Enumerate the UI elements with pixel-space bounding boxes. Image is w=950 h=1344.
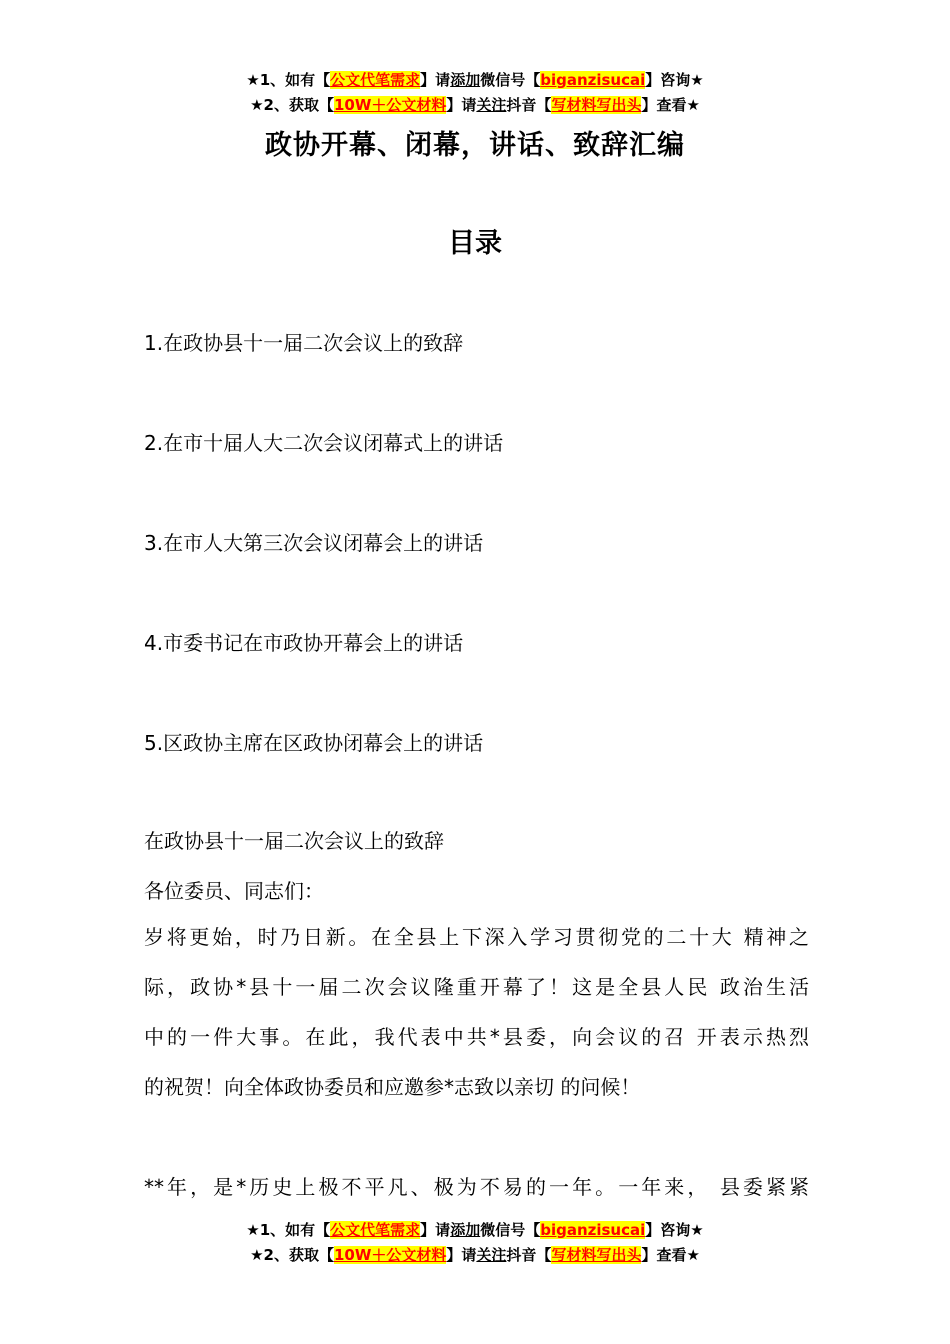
star-icon: ★ bbox=[250, 1246, 264, 1264]
banner-underline: 关注 bbox=[476, 96, 507, 114]
banner-highlight: 公文代笔需求 bbox=[330, 71, 421, 89]
banner-highlight: 公文代笔需求 bbox=[330, 1221, 421, 1239]
paragraph-line: 中的一件大事。在此，我代表中共*县委，向会议的召 开表示热烈 bbox=[144, 1025, 809, 1049]
banner-text: 】查看★ bbox=[641, 1246, 700, 1264]
toc-item: 5.区政协主席在区政协闭幕会上的讲话 bbox=[144, 731, 484, 755]
banner-line-2 bbox=[0, 93, 950, 118]
banner-text: 抖音【 bbox=[506, 96, 552, 114]
star-icon: ★ bbox=[250, 96, 264, 114]
toc-heading: 目录 bbox=[448, 228, 502, 259]
banner-underline: 关注 bbox=[476, 1246, 507, 1264]
banner-highlight: biganzisucai bbox=[540, 71, 646, 89]
section-title: 在政协县十一届二次会议上的致辞 bbox=[144, 829, 444, 853]
banner-text: 】查看★ bbox=[641, 96, 700, 114]
banner-highlight: 10W＋公文材料 bbox=[333, 96, 447, 114]
header-banner bbox=[0, 68, 950, 118]
paragraph-line: 际，政协*县十一届二次会议隆重开幕了！这是全县人民 政治生活 bbox=[144, 975, 809, 999]
banner-underline: 添加 bbox=[450, 71, 481, 89]
banner-text: 】请 bbox=[420, 1221, 451, 1239]
banner-line-1 bbox=[0, 68, 950, 93]
banner-highlight: biganzisucai bbox=[540, 1221, 646, 1239]
banner-highlight: 10W＋公文材料 bbox=[333, 1246, 447, 1264]
banner-text: 】咨询★ bbox=[645, 71, 704, 89]
banner-text: 2、获取【 bbox=[263, 1246, 334, 1264]
paragraph-2 bbox=[144, 1162, 809, 1212]
banner-line-2 bbox=[0, 1243, 950, 1268]
paragraph-gap bbox=[144, 1112, 809, 1162]
footer-banner bbox=[0, 1218, 950, 1268]
toc-item: 3.在市人大第三次会议闭幕会上的讲话 bbox=[144, 531, 484, 555]
banner-text: 1、如有【 bbox=[259, 71, 331, 89]
paragraph-line: 的祝贺！向全体政协委员和应邀参*志致以亲切 的问候！ bbox=[144, 1075, 641, 1099]
paragraph-line: **年，是*历史上极不平凡、极为不易的一年。一年来， 县委紧紧 bbox=[144, 1175, 809, 1199]
toc-item: 2.在市十届人大二次会议闭幕式上的讲话 bbox=[144, 431, 504, 455]
document-title: 政协开幕、闭幕，讲话、致辞汇编 bbox=[265, 130, 685, 161]
banner-text: 微信号【 bbox=[480, 1221, 541, 1239]
banner-text: 1、如有【 bbox=[259, 1221, 331, 1239]
banner-text: 】咨询★ bbox=[645, 1221, 704, 1239]
star-icon: ★ bbox=[246, 71, 260, 89]
banner-text: 抖音【 bbox=[506, 1246, 552, 1264]
banner-text: 】请 bbox=[446, 1246, 477, 1264]
banner-highlight: 写材料写出头 bbox=[551, 1246, 642, 1264]
table-of-contents bbox=[144, 326, 503, 826]
paragraph-line: 岁将更始，时乃日新。在全县上下深入学习贯彻党的二十大 精神之 bbox=[144, 925, 809, 949]
banner-line-1 bbox=[0, 1218, 950, 1243]
banner-underline: 添加 bbox=[450, 1221, 481, 1239]
toc-item: 4.市委书记在市政协开幕会上的讲话 bbox=[144, 631, 464, 655]
document-body bbox=[144, 822, 809, 1212]
salutation: 各位委员、同志们： bbox=[144, 879, 324, 903]
paragraph-1 bbox=[144, 912, 809, 1112]
star-icon: ★ bbox=[246, 1221, 260, 1239]
banner-text: 】请 bbox=[420, 71, 451, 89]
banner-text: 2、获取【 bbox=[263, 96, 334, 114]
banner-highlight: 写材料写出头 bbox=[551, 96, 642, 114]
banner-text: 】请 bbox=[446, 96, 477, 114]
toc-item: 1.在政协县十一届二次会议上的致辞 bbox=[144, 331, 464, 355]
banner-text: 微信号【 bbox=[480, 71, 541, 89]
